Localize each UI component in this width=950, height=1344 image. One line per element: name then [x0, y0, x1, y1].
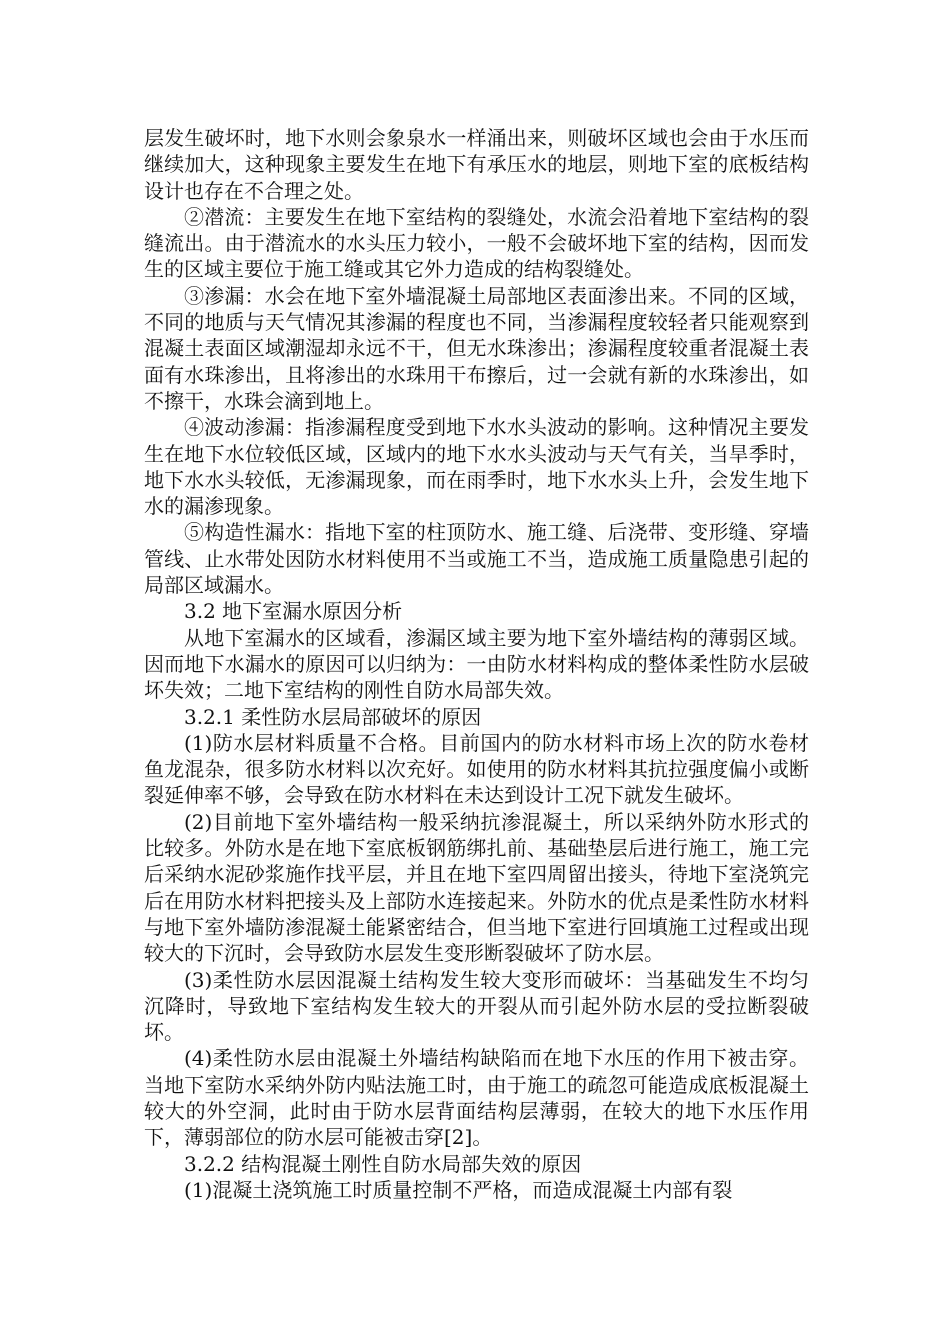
- paragraph-3: ③渗漏：水会在地下室外墙混凝土局部地区表面渗出来。不同的区域，不同的地质与天气情况其渗漏的程度也不同，当渗漏程度较轻者只能观察到混凝土表面区域潮湿却永远不干，但无水珠渗出；渗漏程度较重者混凝土表面有水珠渗出，且将渗出的水珠用干布擦后，过一会就有新的水珠渗出，如不擦干，水珠会滴到地上。: [144, 283, 809, 413]
- paragraph-11: (1)混凝土浇筑施工时质量控制不严格，而造成混凝土内部有裂: [184, 1177, 733, 1202]
- paragraph-6: 从地下室漏水的区域看，渗漏区域主要为地下室外墙结构的薄弱区域。因而地下水漏水的原因可以归纳为：一由防水材料构成的整体柔性防水层破坏失效；二地下室结构的刚性自防水局部失效。: [144, 625, 809, 703]
- section-heading-3-2: 3.2 地下室漏水原因分析: [184, 599, 403, 624]
- paragraph-7: (1)防水层材料质量不合格。目前国内的防水材料市场上次的防水卷材鱼龙混杂，很多防水材料以次充好。如使用的防水材料其抗拉强度偏小或断裂延伸率不够，会导致在防水材料在未达到设计工况下就发生破坏。: [144, 730, 809, 808]
- document-body: [144, 125, 809, 1203]
- paragraph-2: ②潜流：主要发生在地下室结构的裂缝处，水流会沿着地下室结构的裂缝流出。由于潜流水的水头压力较小，一般不会破坏地下室的结构，因而发生的区域主要位于施工缝或其它外力造成的结构裂缝处。: [144, 204, 809, 282]
- paragraph-4: ④波动渗漏：指渗漏程度受到地下水水头波动的影响。这种情况主要发生在地下水位较低区域，区域内的地下水水头波动与天气有关，当旱季时，地下水水头较低，无渗漏现象，而在雨季时，地下水水头上升，会发生地下水的漏渗现象。: [144, 415, 809, 519]
- paragraph-10: (4)柔性防水层由混凝土外墙结构缺陷而在地下水压的作用下被击穿。当地下室防水采纳外防内贴法施工时，由于施工的疏忽可能造成底板混凝土较大的外空洞，此时由于防水层背面结构层薄弱，在较大的地下水压作用下，薄弱部位的防水层可能被击穿[2]。: [144, 1046, 809, 1150]
- paragraph-1: 层发生破坏时，地下水则会象泉水一样涌出来，则破坏区域也会由于水压而继续加大，这种现象主要发生在地下有承压水的地层，则地下室的底板结构设计也存在不合理之处。: [144, 126, 809, 203]
- paragraph-9: (3)柔性防水层因混凝土结构发生较大变形而破坏：当基础发生不均匀沉降时，导致地下室结构发生较大的开裂从而引起外防水层的受拉断裂破坏。: [144, 967, 809, 1045]
- section-heading-3-2-1: 3.2.1 柔性防水层局部破坏的原因: [184, 704, 482, 729]
- section-heading-3-2-2: 3.2.2 结构混凝土刚性自防水局部失效的原因: [184, 1151, 582, 1176]
- paragraph-8: (2)目前地下室外墙结构一般采纳抗渗混凝土，所以采纳外防水形式的比较多。外防水是在地下室底板钢筋绑扎前、基础垫层后进行施工，施工完后采纳水泥砂浆施作找平层，并且在地下室四周留出接头，待地下室浇筑完后在用防水材料把接头及上部防水连接起来。外防水的优点是柔性防水材料与地下室外墙防渗混凝土能紧密结合，但当地下室进行回填施工过程或出现较大的下沉时，会导致防水层发生变形断裂破坏了防水层。: [144, 809, 809, 966]
- paragraph-5: ⑤构造性漏水：指地下室的柱顶防水、施工缝、后浇带、变形缝、穿墙管线、止水带处因防水材料使用不当或施工不当，造成施工质量隐患引起的局部区域漏水。: [144, 520, 809, 598]
